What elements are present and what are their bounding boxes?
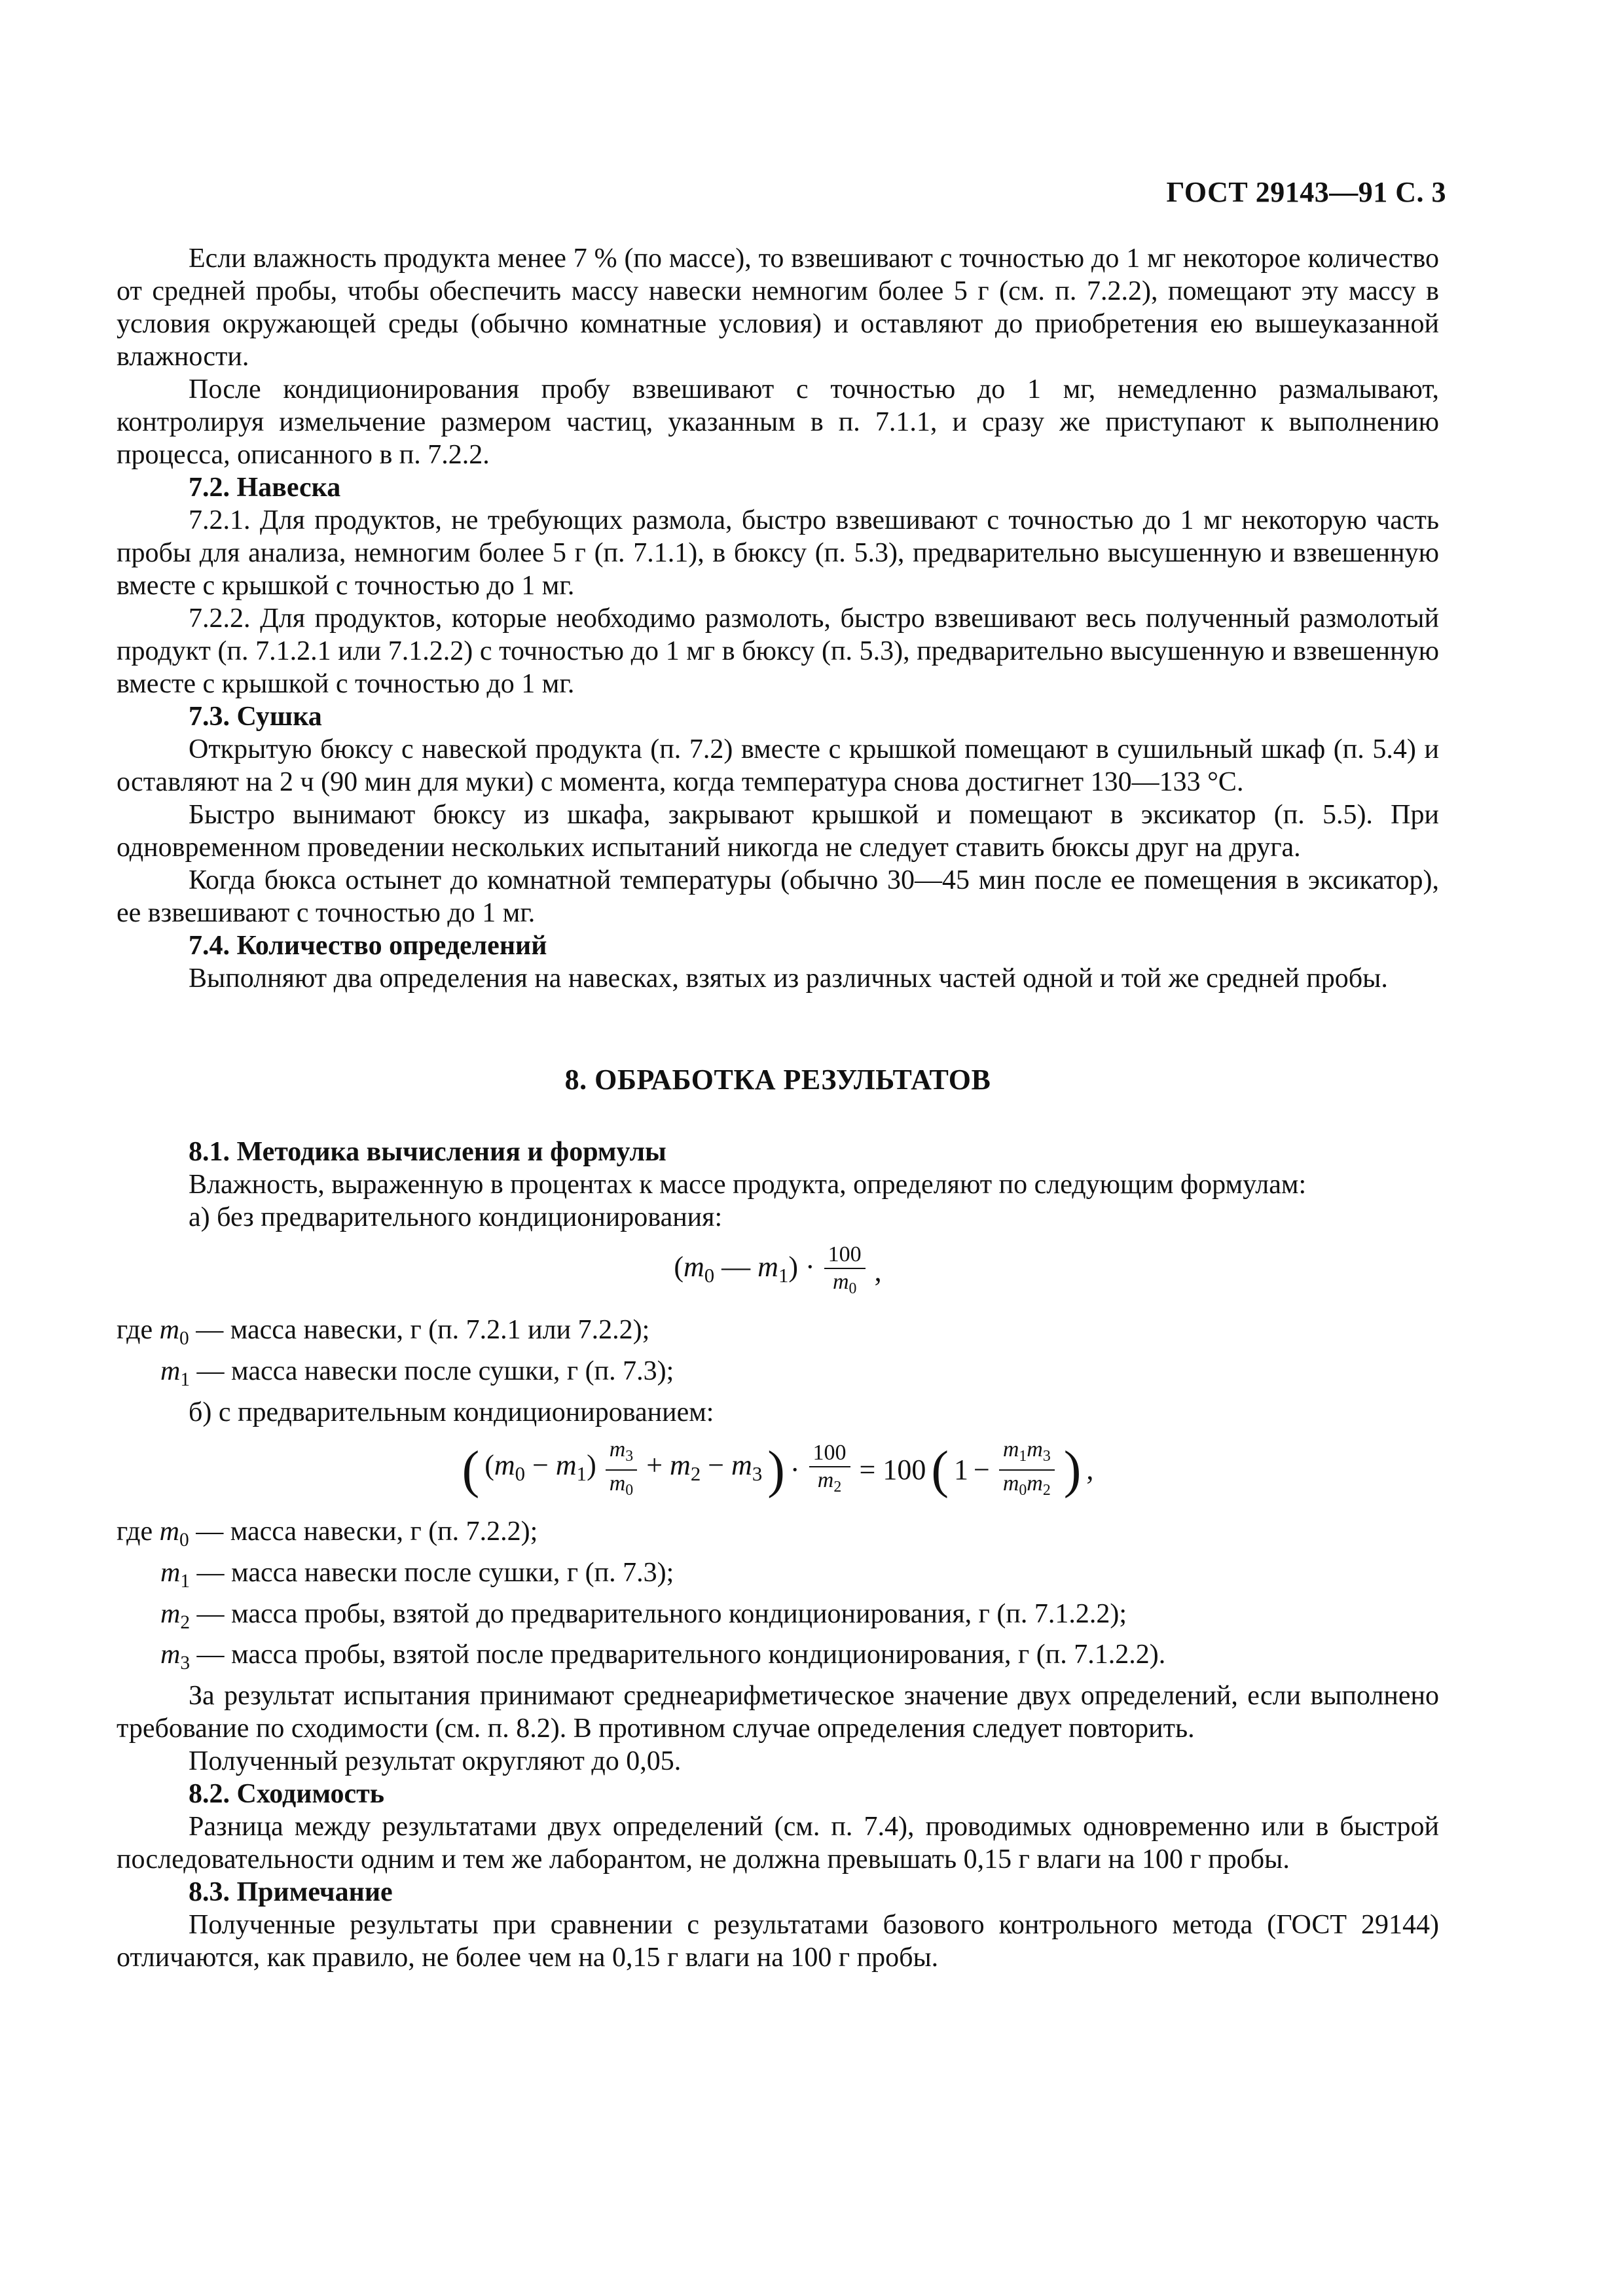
- definition-row: $m_2$ — масса пробы, взятой до предварительного кондиционирования, г (п. 7.1.2.2);: [160, 1598, 1127, 1633]
- subsection-heading-7-3: 7.3. Сушка: [189, 702, 322, 732]
- definition-row: $m_1$ — масса навески после сушки, г (п. 7.3);: [160, 1557, 674, 1592]
- paragraph: Быстро вынимают бюксу из шкафа, закрывают крышкой и помещают в эксикатор (п. 5.5). При одновременном проведении нескольких испытаний никогда не следует ставить бюксы друг на друга.: [117, 800, 1439, 863]
- subsection-heading-8-2: 8.2. Сходимость: [189, 1779, 385, 1810]
- paragraph: Выполняют два определения на навесках, взятых из различных частей одной и той же средней пробы.: [189, 963, 1388, 994]
- definition-row: $m_3$ — масса пробы, взятой после предварительного кондиционирования, г (п. 7.1.2.2).: [160, 1640, 1166, 1674]
- paragraph: 7.2.1. Для продуктов, не требующих размола, быстро взвешивают с точностью до 1 мг некоторую часть пробы для анализа, немногим более 5 г (п. 7.1.1), в бюксу (п. 5.3), предварительно высушенную и взвешенную вместе с крышкой с точностью до 1 мг.: [117, 505, 1439, 601]
- paragraph: Полученный результат округляют до 0,05.: [189, 1746, 682, 1777]
- definitions-b: [117, 1515, 1439, 1679]
- page-header: ГОСТ 29143—91 С. 3: [1166, 176, 1446, 208]
- definition-row: $m_1$ — масса навески после сушки, г (п. 7.3);: [160, 1355, 674, 1390]
- paragraph: За результат испытания принимают среднеарифметическое значение двух определений, если выполнено требование по сходимости (см. п. 8.2). В противном случае определения следует повторить.: [117, 1681, 1439, 1744]
- paragraph: После кондиционирования пробу взвешивают с точностью до 1 мг, немедленно размалывают, контролируя измельчение размером частиц, указанным в п. 7.1.1, и сразу же приступают к выполнению процесса, описанного в п. 7.2.2.: [117, 374, 1439, 470]
- formula-b: ( $(m_0 - m_1)$ $\frac{m_3}{m_0}$ + $m_2 - m_3$ ) · $\frac{100}{m_2}$ = 100 ( 1 − $\frac{m_1m_3}{m_0m_2}$ ) ,: [462, 1437, 1094, 1499]
- paragraph: Полученные результаты при сравнении с результатами базового контрольного метода (ГОСТ 29144) отличаются, как правило, не более чем на 0,15 г влаги на 100 г пробы.: [117, 1910, 1439, 1973]
- page-content: [117, 242, 1439, 1974]
- subsection-heading-8-3: 8.3. Примечание: [189, 1877, 393, 1908]
- list-item-a: а) без предварительного кондиционирования:: [189, 1202, 723, 1232]
- subsection-heading-7-2: 7.2. Навеска: [189, 473, 341, 503]
- fraction-numerator: 100: [824, 1242, 866, 1269]
- formula-a: ($m_0$ — $m_1$) · $\frac{100}{m_0}$ ,: [117, 1242, 1439, 1302]
- definitions-a: [117, 1314, 1439, 1396]
- definition-row: где $m_0$ — масса навески, г (п. 7.2.1 или 7.2.2);: [117, 1315, 650, 1349]
- formula-equals: = 100: [859, 1453, 926, 1486]
- list-item-b: б) с предварительным кондиционированием:: [189, 1397, 714, 1427]
- paragraph: 7.2.2. Для продуктов, которые необходимо размолоть, быстро взвешивают весь полученный размолотый продукт (п. 7.1.2.1 или 7.1.2.2) с точностью до 1 мг в бюксу (п. 5.3), предварительно высушенную и взвешенную вместе с крышкой с точностью до 1 мг.: [117, 603, 1439, 699]
- fraction: $\frac{100}{m_0}$: [824, 1242, 866, 1302]
- subsection-heading-7-4: 7.4. Количество определений: [189, 931, 547, 961]
- section-heading-8: 8. ОБРАБОТКА РЕЗУЛЬТАТОВ: [564, 1064, 991, 1096]
- paragraph: Разница между результатами двух определений (см. п. 7.4), проводимых одновременно или в быстрой последовательности одним и тем же лаборантом, не должна превышать 0,15 г влаги на 100 г пробы.: [117, 1812, 1439, 1875]
- definition-row: где $m_0$ — масса навески, г (п. 7.2.2);: [117, 1516, 538, 1551]
- paragraph: Открытую бюксу с навеской продукта (п. 7.2) вместе с крышкой помещают в сушильный шкаф (п. 5.4) и оставляют на 2 ч (90 мин для муки) с момента, когда температура снова достигнет 130—133 °С.: [117, 734, 1439, 797]
- paragraph: Влажность, выраженную в процентах к массе продукта, определяют по следующим формулам:: [189, 1170, 1307, 1200]
- paragraph: Если влажность продукта менее 7 % (по массе), то взвешивают с точностью до 1 мг некоторое количество от средней пробы, чтобы обеспечить массу навески немногим более 5 г (см. п. 7.2.2), помещают эту массу в условия окружающей среды (обычно комнатные условия) и оставляют до приобретения ею вышеуказанной влажности.: [117, 243, 1439, 372]
- subsection-heading-8-1: 8.1. Методика вычисления и формулы: [189, 1137, 666, 1167]
- paragraph: Когда бюкса остынет до комнатной температуры (обычно 30—45 мин после ее помещения в эксикатор), ее взвешивают с точностью до 1 мг.: [117, 865, 1439, 928]
- formula-comma: ,: [874, 1255, 882, 1288]
